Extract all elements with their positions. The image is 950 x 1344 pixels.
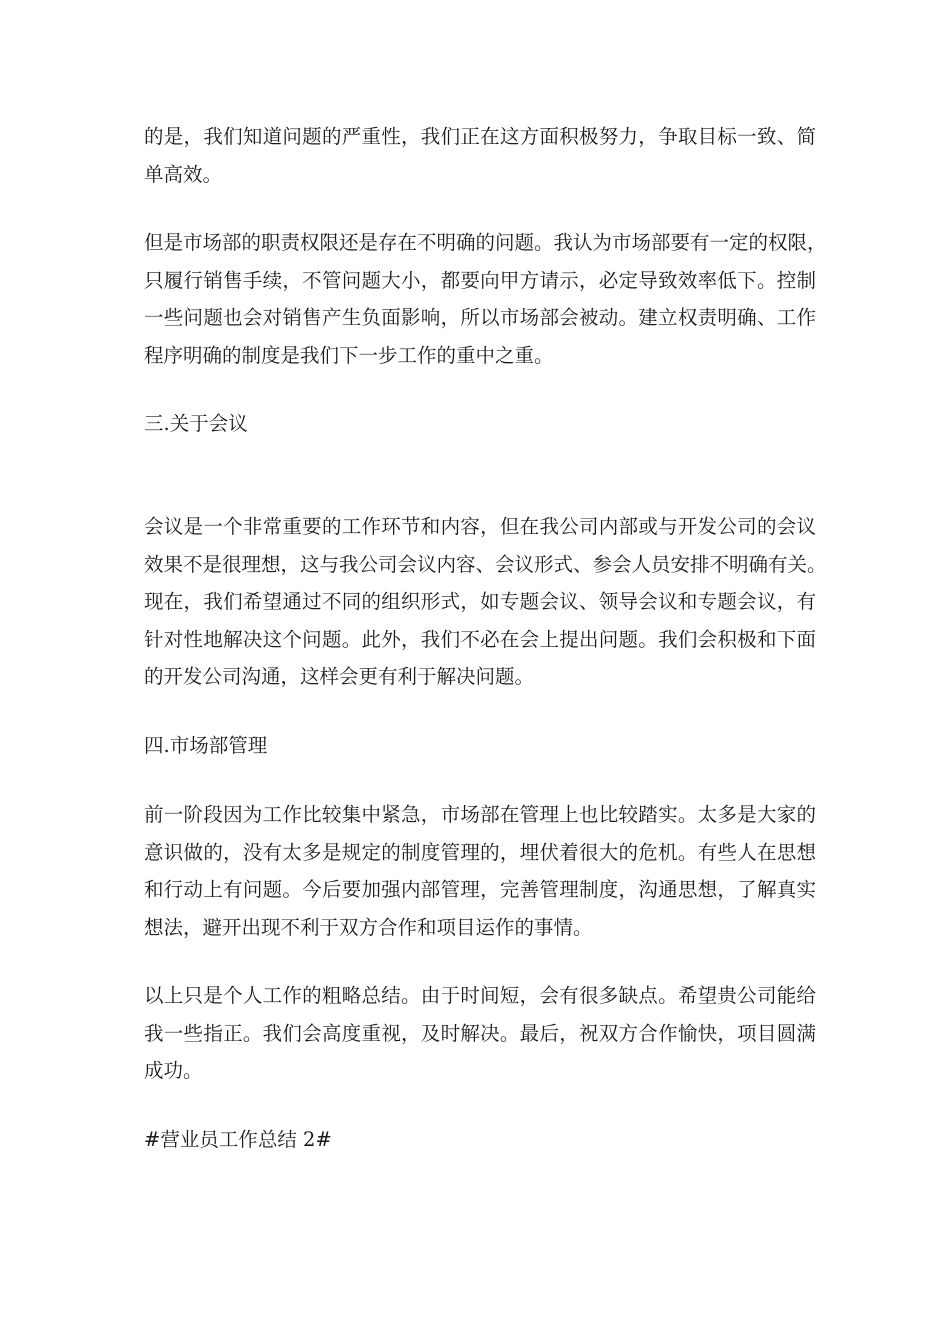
text-line: 成功。 bbox=[144, 1059, 203, 1082]
text-line: 程序明确的制度是我们下一步工作的重中之重。 bbox=[144, 343, 554, 367]
paragraph-1 bbox=[144, 118, 816, 193]
text-line: 现在，我们希望通过不同的组织形式，如专题会议、领导会议和专题会议，有 bbox=[144, 590, 816, 613]
text-line: 前一阶段因为工作比较集中紧急，市场部在管理上也比较踏实。太多是大家的 bbox=[144, 803, 816, 826]
text-line: 的开发公司沟通，这样会更有利于解决问题。 bbox=[144, 665, 535, 688]
section-heading-management: 四.市场部管理 bbox=[144, 734, 268, 757]
paragraph-2 bbox=[144, 224, 827, 374]
section-heading-meetings: 三.关于会议 bbox=[144, 412, 248, 435]
text-line: 单高效。 bbox=[144, 162, 223, 186]
paragraph-4 bbox=[144, 796, 816, 946]
text-line: 的是，我们知道问题的严重性，我们正在这方面积极努力，争取目标一致、简 bbox=[144, 125, 816, 148]
text-line: 想法，避开出现不利于双方合作和项目运作的事情。 bbox=[144, 915, 593, 939]
text-line: 我一些指正。我们会高度重视，及时解决。最后，祝双方合作愉快，项目圆满 bbox=[144, 1021, 816, 1045]
text-line: 和行动上有问题。今后要加强内部管理，完善管理制度，沟通思想，了解真实 bbox=[144, 878, 816, 901]
text-line: 只履行销售手续，不管问题大小，都要向甲方请示，必定导致效率低下。控制 bbox=[144, 268, 816, 292]
section-title: #营业员工作总结 2# bbox=[144, 1128, 332, 1151]
paragraph-5 bbox=[144, 977, 816, 1090]
text-line: 会议是一个非常重要的工作环节和内容，但在我公司内部或与开发公司的会议 bbox=[144, 515, 816, 538]
text-line: 一些问题也会对销售产生负面影响，所以市场部会被动。建立权责明确、工作 bbox=[144, 306, 816, 329]
text-line: 针对性地解决这个问题。此外，我们不必在会上提出问题。我们会积极和下面 bbox=[144, 627, 816, 651]
text-line: 效果不是很理想，这与我公司会议内容、会议形式、参会人员安排不明确有关。 bbox=[144, 552, 827, 576]
text-line: 但是市场部的职责权限还是存在不明确的问题。我认为市场部要有一定的权限， bbox=[144, 231, 827, 254]
text-line: 意识做的，没有太多是规定的制度管理的，埋伏着很大的危机。有些人在思想 bbox=[144, 840, 816, 864]
paragraph-3 bbox=[144, 508, 827, 696]
text-line: 以上只是个人工作的粗略总结。由于时间短，会有很多缺点。希望贵公司能给 bbox=[144, 984, 816, 1007]
